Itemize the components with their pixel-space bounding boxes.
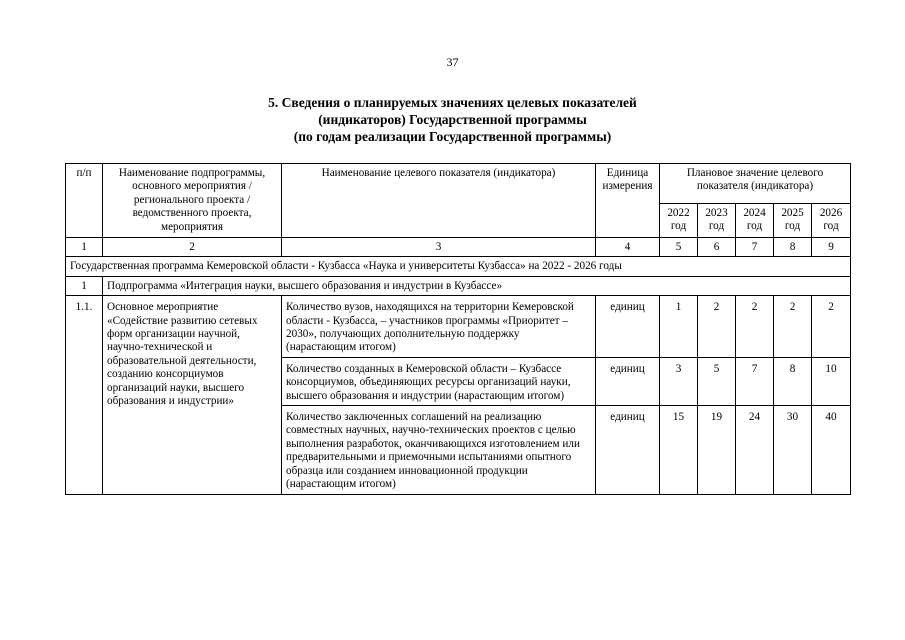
indicator-name: Количество созданных в Кемеровской области – Кузбассе консорциумов, объединяющих ресурсы организаций науки, высшего образования и индустрии (нарастающим итогом) <box>282 357 596 405</box>
indicator-value: 24 <box>736 406 774 494</box>
indicator-value: 1 <box>660 296 698 358</box>
column-numbers-row <box>66 238 851 257</box>
column-number: 5 <box>660 238 698 257</box>
column-number: 6 <box>698 238 736 257</box>
indicator-name: Количество вузов, находящихся на территории Кемеровской области - Кузбасса, – участников программы «Приоритет – 2030», получающих дополнительную поддержку (нарастающим итогом) <box>282 296 596 358</box>
column-number: 9 <box>812 238 851 257</box>
indicator-value: 19 <box>698 406 736 494</box>
indicator-unit: единиц <box>596 296 660 358</box>
column-number: 3 <box>282 238 596 257</box>
indicator-value: 5 <box>698 357 736 405</box>
title-line: (по годам реализации Государственной программы) <box>293 129 612 144</box>
header-row <box>66 164 851 204</box>
header-year: 2024 год <box>736 204 774 238</box>
column-number: 2 <box>103 238 282 257</box>
header-unit: Единица измерения <box>596 164 660 238</box>
header-num: п/п <box>66 164 103 238</box>
indicator-name: Количество заключенных соглашений на реализацию совместных научных, научно-технических проектов с целью выполнения разработок, оканчивающихся изготовлением или предварительными и приемочными испытаниями опытного образца или созданием инновационной продукции (нарастающим итогом) <box>282 406 596 494</box>
indicator-value: 30 <box>774 406 812 494</box>
indicator-value: 8 <box>774 357 812 405</box>
indicator-value: 2 <box>698 296 736 358</box>
indicator-unit: единиц <box>596 357 660 405</box>
title-line: 5. Сведения о планируемых значениях целевых показателей <box>268 95 637 110</box>
page-number: 37 <box>446 55 459 69</box>
indicator-value: 7 <box>736 357 774 405</box>
program-title: Государственная программа Кемеровской области - Кузбасса «Наука и университеты Кузбасса» на 2022 - 2026 годы <box>66 257 851 276</box>
activity-num: 1.1. <box>66 296 103 494</box>
header-year: 2023 год <box>698 204 736 238</box>
header-planned: Плановое значение целевого показателя (индикатора) <box>660 164 851 204</box>
table-row <box>66 296 851 358</box>
indicator-unit: единиц <box>596 406 660 494</box>
indicator-value: 10 <box>812 357 851 405</box>
header-year: 2026 год <box>812 204 851 238</box>
column-number: 7 <box>736 238 774 257</box>
indicator-value: 2 <box>736 296 774 358</box>
column-number: 8 <box>774 238 812 257</box>
header-subprogram: Наименование подпрограммы, основного мероприятия / регионального проекта / ведомственного проекта, мероприятия <box>103 164 282 238</box>
column-number: 4 <box>596 238 660 257</box>
indicator-value: 40 <box>812 406 851 494</box>
header-year: 2022 год <box>660 204 698 238</box>
section-title <box>0 94 905 145</box>
header-indicator: Наименование целевого показателя (индикатора) <box>282 164 596 238</box>
subprogram-title: Подпрограмма «Интеграция науки, высшего образования и индустрии в Кузбассе» <box>103 276 851 295</box>
title-line: (индикаторов) Государственной программы <box>318 112 587 127</box>
program-row <box>66 257 851 276</box>
indicator-value: 2 <box>774 296 812 358</box>
header-year: 2025 год <box>774 204 812 238</box>
indicators-table <box>65 163 851 495</box>
subprogram-row <box>66 276 851 295</box>
subprogram-num: 1 <box>66 276 103 295</box>
indicator-value: 15 <box>660 406 698 494</box>
indicator-value: 3 <box>660 357 698 405</box>
indicator-value: 2 <box>812 296 851 358</box>
column-number: 1 <box>66 238 103 257</box>
activity-name: Основное мероприятие «Содействие развитию сетевых форм организации научной, научно-технической и образовательной деятельности, созданию консорциумов организаций науки, высшего образования и индустрии» <box>103 296 282 494</box>
